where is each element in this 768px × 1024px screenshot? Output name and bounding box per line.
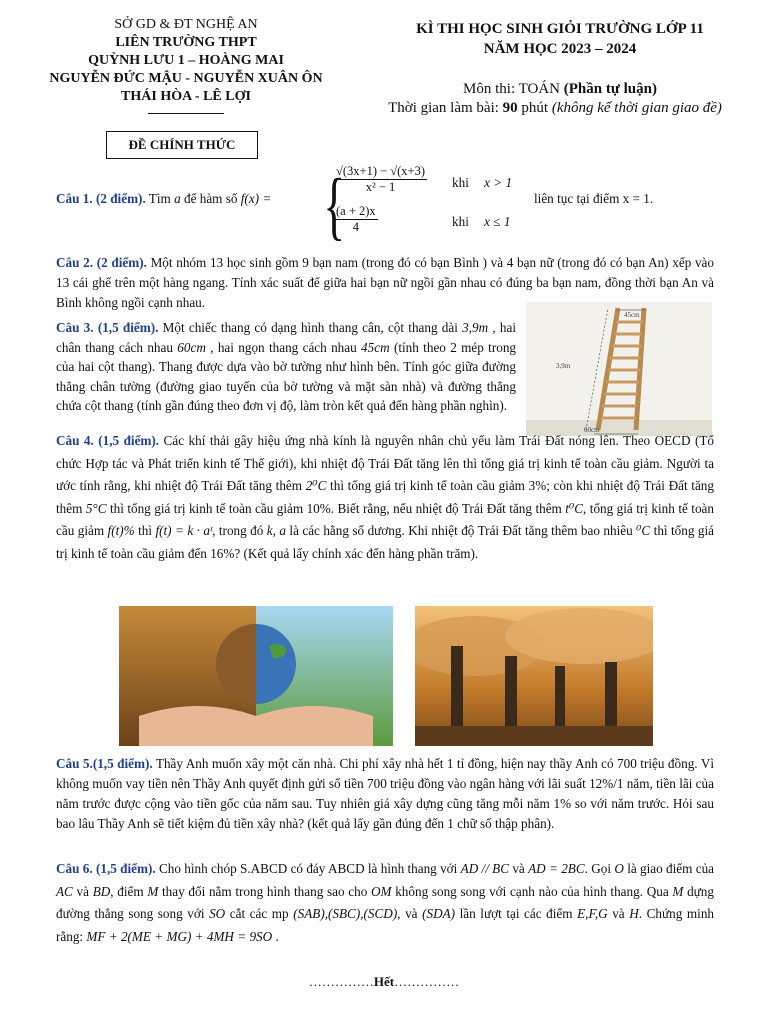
question-6-text-7: thay đổi nằm trong hình thang sao cho [158, 883, 371, 899]
question-6-text-2: và [509, 861, 529, 876]
question-6-text-12: lần lượt tại các điểm [455, 906, 578, 921]
official-text: ĐỀ CHÍNH THỨC [128, 137, 236, 152]
subject-prefix: Môn thi: TOÁN [463, 81, 564, 97]
subject-part: (Phần tự luận) [563, 81, 657, 97]
question-6 [56, 858, 714, 948]
question-4-text-6: thì [134, 523, 156, 538]
case-2-denominator: 4 [352, 220, 359, 234]
question-4-text-5: , tổng giá trị kinh tế toàn cầu giảm [56, 500, 714, 538]
case-1-kw: khi [452, 175, 469, 190]
case-2 [334, 204, 434, 235]
department-line: SỞ GD & ĐT NGHỆ AN [114, 17, 258, 32]
case-1-denominator: x² − 1 [365, 180, 396, 194]
question-4-ft: f(t)% [107, 523, 135, 538]
case-2-condition [452, 214, 510, 230]
ladder-image [526, 302, 712, 436]
case-1 [334, 164, 544, 195]
school-line-4: THÁI HÒA - LÊ LỢI [121, 89, 251, 104]
question-6-final: MF + 2(ME + MG) + 4MH = 9SO [86, 928, 273, 944]
question-6-text-10: cắt các mp [225, 906, 294, 921]
official-badge [106, 131, 258, 159]
exam-title: KÌ THI HỌC SINH GIỎI TRƯỜNG LỚP 11 [416, 21, 704, 37]
question-4 [56, 430, 714, 565]
question-6-sda: (SDA) [422, 906, 456, 921]
question-4-t2: 5°C [85, 500, 107, 516]
question-4-text-8: là các hằng số dương. Khi nhiệt độ Trái Đất tăng thêm bao nhiêu [285, 523, 637, 538]
question-5 [56, 754, 714, 834]
school-line-2: QUỲNH LƯU 1 – HOÀNG MAI [88, 53, 284, 68]
school-year: NĂM HỌC 2023 – 2024 [483, 41, 637, 57]
question-5-points: (1,5 điểm). [92, 756, 153, 771]
question-4-points: (1,5 điểm). [98, 433, 160, 448]
end-text: Hết [373, 974, 395, 989]
question-6-text-3: . Gọi [584, 861, 615, 876]
question-4-text-7: , trong đó [212, 523, 267, 538]
question-1-label: Câu 1. [56, 191, 93, 206]
end-dots-right: …………… [394, 974, 460, 989]
question-6-o: O [614, 861, 624, 876]
question-6-bd: BD [92, 883, 111, 899]
question-6-so: SO [209, 906, 226, 921]
question-6-om: OM [371, 883, 392, 899]
question-4-text-9: thì tổng giá trị kinh tế toàn cầu giảm đến [56, 523, 715, 561]
question-3-points: (1,5 điểm). [97, 320, 159, 335]
question-4-text-3: thì tổng giá trị kinh tế toàn cầu giảm [106, 500, 307, 516]
question-6-text-4: là giao điểm của [623, 861, 715, 876]
question-1-var: a [174, 191, 181, 206]
case-1-cond: x > 1 [484, 175, 513, 190]
factory-smoke-svg [415, 606, 653, 746]
question-6-text-13: và [607, 906, 630, 921]
factory-smoke-image [415, 606, 653, 746]
question-6-text-6: , điểm [110, 883, 148, 899]
question-6-text-8: không song song với cạnh nào của hình thang. Qua [391, 883, 673, 899]
question-3-text-2: , hai chân thang cách nhau [56, 320, 517, 355]
ladder-svg [526, 302, 712, 436]
question-3-label: Câu 3. [56, 320, 94, 335]
piecewise-brace: { [323, 164, 346, 248]
question-1-points: (2 điểm). [95, 191, 146, 206]
question-3-text-3: , hai ngọn thang cách nhau [205, 339, 362, 355]
time-value: 90 [502, 100, 518, 116]
case-1-fraction [334, 164, 427, 195]
question-6-text-1: Cho hình chóp S.ABCD có đáy ABCD là hình thang với [155, 861, 461, 876]
question-6-m: M [147, 883, 159, 899]
question-6-m2: AD = 2BC [528, 861, 585, 876]
earth-hands-svg [119, 606, 393, 746]
question-6-text-5: và [72, 883, 93, 899]
question-4-text-2: thì tổng giá trị kinh tế toàn cầu giảm 3%; còn khi nhiệt độ Trái Đất tăng thêm [56, 478, 714, 516]
subject-line [360, 80, 760, 99]
ladder-side-label: 3,9m [556, 362, 571, 370]
question-4-text-4: . Biết rằng, nếu nhiệt độ Trái Đất tăng thêm [330, 500, 566, 516]
question-6-pts: E,F,G [577, 906, 608, 921]
header-underline [148, 113, 224, 114]
question-4-t3: t⁰C [565, 500, 584, 516]
school-header [40, 16, 332, 106]
question-4-label: Câu 4. [56, 433, 94, 448]
end-dots-left: …………… [308, 974, 374, 989]
question-4-text-10: ? (Kết quả lấy chính xác đến hàng phần trăm). [234, 545, 479, 561]
question-6-label: Câu 6. [56, 861, 93, 876]
function-label: f(x) = [240, 191, 272, 206]
case-2-cond: x ≤ 1 [484, 214, 511, 229]
question-4-p2: 10% [306, 500, 331, 516]
time-line [350, 99, 760, 118]
question-3-v1: 3,9m [462, 320, 489, 335]
question-3-v2: 60cm [177, 339, 206, 355]
question-6-text-14: . Chứng minh rằng: [56, 906, 714, 944]
case-1-numerator: √(3x+1) − √(x+3) [336, 164, 426, 178]
question-5-label: Câu 5. [56, 756, 93, 771]
question-6-ac: AC [56, 883, 73, 899]
ladder-top-label: 45cm [624, 311, 640, 319]
question-3 [56, 318, 516, 416]
question-5-text: Thầy Anh muốn xây một căn nhà. Chi phí xây nhà hết 1 tỉ đồng, hiện nay thầy Anh có 700 triệu đồng. Vì không muốn vay tiền nên Thầy Anh quyết định gửi số tiền 700 triệu đồng vào ngân hàng với lãi suất 12%/1 năm, tiền lãi của năm trước được cộng vào tiền gốc của năm sau. Tuy nhiên giá xây dựng cũng tăng mỗi năm 1% so với năm trước. Hỏi sau bao lâu Thầy Anh sẽ tiết kiệm đủ tiền xây nhà? (kết quả lấy gần đúng đến 1 chữ số thập phân). [56, 756, 715, 831]
question-2-text: Một nhóm 13 học sinh gồm 9 bạn nam (trong đó có bạn Bình ) và 4 bạn nữ (trong đó có bạn An) xếp vào 13 cái ghế trên một hàng ngang. Tính xác suất để giữa hai bạn nữ ngồi gần nhau có đúng ba bạn nam, đồng thời bạn An và Bình không ngồi cạnh nhau. [56, 255, 715, 310]
question-2-points: (2 điểm). [96, 255, 147, 270]
question-6-planes: (SAB),(SBC),(SCD) [293, 906, 398, 921]
case-2-numerator: (a + 2)x [336, 204, 376, 218]
question-2-label: Câu 2. [56, 255, 94, 270]
question-4-t1: 2⁰C [305, 478, 327, 493]
question-4-formula: f(t) = k · aᵗ [155, 523, 213, 538]
case-2-kw: khi [452, 214, 469, 229]
question-6-m3: M [672, 883, 684, 899]
time-note: (không kể thời gian giao đề) [551, 100, 722, 116]
end-marker [0, 974, 768, 990]
school-line-3: NGUYỄN ĐỨC MẬU - NGUYỄN XUÂN ÔN [49, 71, 323, 86]
time-prefix: Thời gian làm bài: [388, 100, 503, 116]
question-6-m1: AD // BC [460, 861, 510, 876]
question-6-h: H [629, 906, 639, 921]
question-1-intro [56, 191, 271, 207]
question-1 [56, 164, 736, 248]
question-1-text-a: Tìm [145, 191, 175, 206]
earth-hands-image [119, 606, 393, 746]
question-6-text-9: dựng đường thẳng song song với [56, 883, 714, 921]
ladder-bottom-label: 60cm [584, 426, 600, 434]
case-1-condition [452, 175, 512, 191]
time-unit: phút [517, 100, 552, 116]
question-3-v3: 45cm [361, 339, 390, 355]
question-3-text-1: Một chiếc thang có dạng hình thang cân, cột thang dài [158, 320, 463, 335]
question-6-text-11: , và [397, 906, 423, 921]
question-3-text-4: (tính theo 2 mép trong của hai cột thang). Thang được dựa vào bờ tường như hình bên. Tính góc giữa đường thẳng chân tường (đường giao tuyến của bờ tường và mặt sàn nhà) và đường thẳng chứa cột thang (tính gần đúng theo đơn vị độ, làm tròn kết quả đến hàng phần nghìn). [56, 339, 517, 413]
question-6-text-15: . [272, 928, 279, 944]
question-1-text-b: để hàm số [180, 191, 241, 206]
case-2-fraction [334, 204, 378, 235]
question-4-t4: ⁰C [636, 523, 651, 538]
question-4-p3: 16% [210, 545, 235, 561]
school-line-1: LIÊN TRƯỜNG THPT [115, 35, 257, 50]
question-6-points: (1,5 điểm). [95, 861, 156, 876]
question-4-text-1: Các khí thải gây hiệu ứng nhà kính là nguyên nhân chủ yếu làm Trái Đất nóng lên. Theo OECD (Tổ chức Hợp tác và Phát triển kinh tế Thế giới), khi nhiệt độ Trái Đất tăng lên thì tổng giá trị kinh tế toàn cầu giảm. Người ta ước tính rằng, khi nhiệt độ Trái Đất tăng thêm [56, 433, 714, 493]
question-1-tail: liên tục tại điểm x = 1. [534, 191, 654, 206]
question-4-ka: k, a [266, 523, 286, 538]
